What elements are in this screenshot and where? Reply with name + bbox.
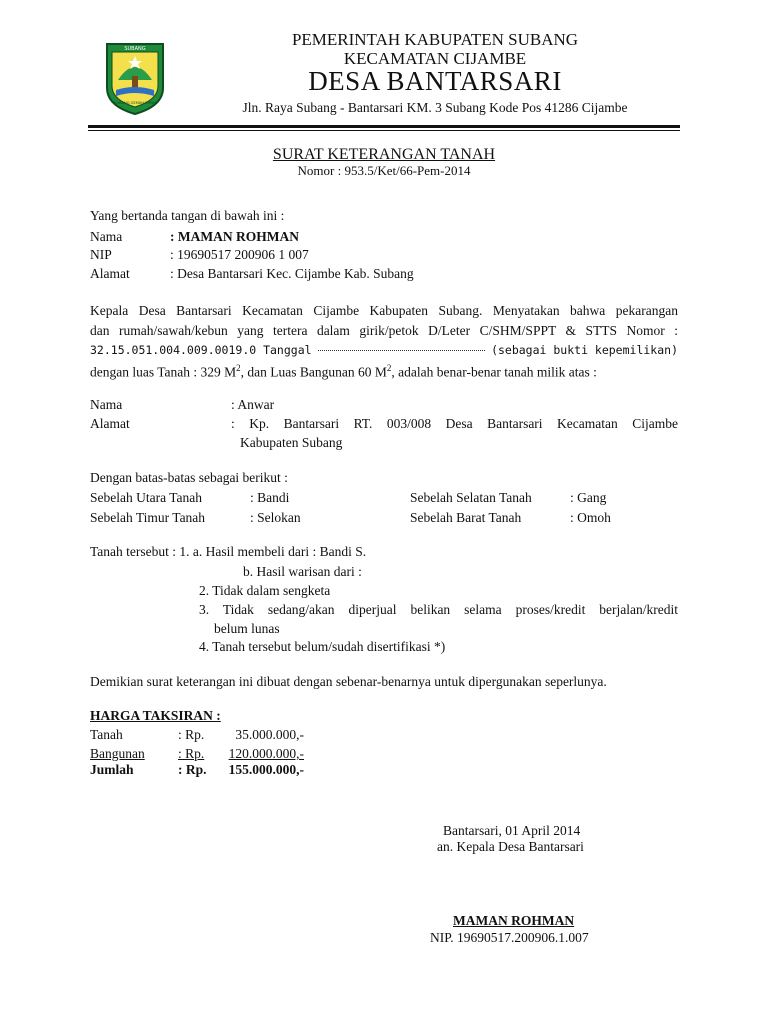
land-certification: 4. Tanah tersebut belum/sudah disertifikasi *) [199, 639, 446, 654]
west-border-label: Sebelah Barat Tanah [410, 510, 522, 525]
price-tanah-label: Tanah [90, 727, 123, 742]
price-total-label: Jumlah [90, 762, 134, 777]
signature-nip: NIP. 19690517.200906.1.007 [430, 930, 589, 945]
document-number: Nomor : 953.5/Ket/66-Pem-2014 [297, 163, 471, 178]
east-border-value: : Selokan [250, 510, 301, 525]
building-area-superscript: 2 [386, 363, 392, 373]
signer-alamat-label: Alamat [90, 266, 130, 281]
proof-note: (sebagai bukti kepemilikan) [491, 343, 678, 357]
north-border-value: : Bandi [250, 490, 290, 505]
date-blank-dotted-line [318, 349, 486, 351]
north-border-label: Sebelah Utara Tanah [90, 490, 203, 505]
price-total-rp: : Rp. [178, 762, 207, 777]
letterhead-rule-thin [88, 130, 680, 131]
document-title: SURAT KETERANGAN TANAH [272, 146, 496, 163]
owner-alamat-value-2: Kabupaten Subang [240, 435, 343, 450]
owner-alamat-label: Alamat [90, 416, 130, 431]
south-border-value: : Gang [570, 490, 607, 505]
girik-number-date-label: 32.15.051.004.009.0019.0 Tanggal [90, 343, 312, 357]
signer-nip-value: : 19690517 200906 1 007 [170, 247, 309, 262]
signature-place-date: Bantarsari, 01 April 2014 [443, 823, 581, 838]
south-border-label: Sebelah Selatan Tanah [410, 490, 532, 505]
price-bangunan-rp: : Rp. [178, 746, 205, 761]
land-origin-inheritance: b. Hasil warisan dari : [243, 564, 362, 579]
land-not-for-sale-1: 3. Tidak sedang/akan diperjual belikan selama proses/kredit berjalan/kredit [199, 602, 678, 617]
price-total-value: 155.000.000,- [228, 762, 304, 777]
owner-alamat-value-1: : Kp. Bantarsari RT. 003/008 Desa Bantarsari Kecamatan Cijambe [231, 416, 678, 431]
logo-bottom-text: SUBANG GEMAH RIPAH [114, 101, 156, 105]
logo-top-text: SUBANG [124, 46, 146, 52]
ownership-statement: , adalah benar-benar tanah milik atas : [391, 364, 597, 380]
land-origin-purchase: Tanah tersebut : 1. a. Hasil membeli dari : Bandi S. [90, 544, 367, 559]
price-tanah-value: 35.000.000,- [235, 727, 304, 742]
signature-role: an. Kepala Desa Bantarsari [437, 839, 584, 854]
signature-name: MAMAN ROHMAN [453, 913, 575, 928]
signer-name-value: : MAMAN ROHMAN [170, 229, 299, 244]
statement-line-3 [90, 343, 678, 357]
signer-nip-label: NIP [90, 247, 112, 262]
closing-statement: Demikian surat keterangan ini dibuat dengan sebenar-benarnya untuk dipergunakan seperlunya. [90, 674, 607, 689]
owner-name-label: Nama [90, 397, 123, 412]
price-tanah-rp: : Rp. [178, 727, 205, 742]
price-bangunan-label: Bangunan [90, 746, 145, 761]
land-area: dengan luas Tanah : 329 M [90, 364, 237, 380]
village-emblem-logo [104, 40, 166, 116]
price-heading: HARGA TAKSIRAN : [90, 708, 221, 723]
west-border-value: : Omoh [570, 510, 611, 525]
letterhead-rule-thick [88, 125, 680, 128]
land-area-superscript: 2 [236, 363, 241, 373]
statement-line-1: Kepala Desa Bantarsari Kecamatan Cijambe Kabupaten Subang. Menyatakan bahwa pekarangan [90, 303, 678, 318]
government-name: PEMERINTAH KABUPATEN SUBANG [291, 30, 579, 49]
owner-name-value: : Anwar [231, 397, 275, 412]
village-name: DESA BANTARSARI [308, 66, 562, 96]
signer-intro: Yang bertanda tangan di bawah ini : [90, 208, 285, 223]
borders-intro: Dengan batas-batas sebagai berikut : [90, 470, 288, 485]
signer-name-label: Nama [90, 229, 123, 244]
statement-line-4 [90, 363, 597, 381]
signer-alamat-value: : Desa Bantarsari Kec. Cijambe Kab. Subang [170, 266, 414, 281]
price-bangunan-value: 120.000.000,- [228, 746, 304, 761]
building-area: , dan Luas Bangunan 60 M [240, 364, 387, 380]
statement-line-2: dan rumah/sawah/kebun yang tertera dalam girik/petok D/Leter C/SHM/SPPT & STTS Nomor : [90, 323, 678, 338]
land-no-dispute: 2. Tidak dalam sengketa [199, 583, 331, 598]
land-not-for-sale-2: belum lunas [214, 621, 280, 636]
district-name: KECAMATAN CIJAMBE [343, 49, 527, 68]
east-border-label: Sebelah Timur Tanah [90, 510, 206, 525]
office-address: Jln. Raya Subang - Bantarsari KM. 3 Subang Kode Pos 41286 Cijambe [242, 100, 628, 115]
